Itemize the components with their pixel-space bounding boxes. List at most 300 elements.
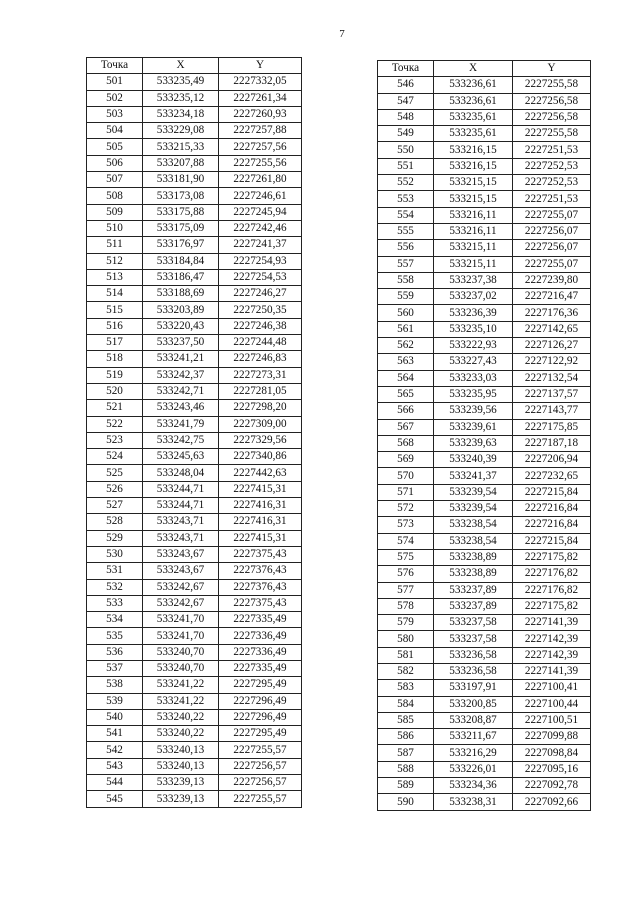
table-row — [378, 582, 591, 598]
cell-y: 2227216,84 — [513, 517, 591, 533]
cell-point: 575 — [378, 549, 434, 565]
cell-point: 515 — [87, 302, 143, 318]
cell-y: 2227256,07 — [513, 223, 591, 239]
cell-y: 2227281,05 — [219, 383, 302, 399]
table-row — [378, 175, 591, 191]
table-row — [87, 220, 302, 236]
cell-point: 589 — [378, 778, 434, 794]
table-row — [378, 321, 591, 337]
cell-y: 2227098,84 — [513, 745, 591, 761]
cell-x: 533244,71 — [143, 481, 219, 497]
cell-y: 2227335,49 — [219, 660, 302, 676]
cell-y: 2227255,58 — [513, 126, 591, 142]
cell-x: 533216,15 — [434, 158, 513, 174]
table-row — [87, 481, 302, 497]
cell-point: 532 — [87, 579, 143, 595]
table-row — [378, 468, 591, 484]
cell-point: 571 — [378, 484, 434, 500]
cell-y: 2227257,88 — [219, 123, 302, 139]
cell-point: 508 — [87, 188, 143, 204]
cell-x: 533238,54 — [434, 533, 513, 549]
cell-x: 533216,15 — [434, 142, 513, 158]
cell-point: 503 — [87, 106, 143, 122]
table-header-row — [378, 61, 591, 77]
cell-y: 2227176,82 — [513, 566, 591, 582]
cell-y: 2227142,39 — [513, 647, 591, 663]
cell-x: 533175,88 — [143, 204, 219, 220]
cell-y: 2227252,53 — [513, 175, 591, 191]
table-row — [87, 351, 302, 367]
cell-point: 512 — [87, 253, 143, 269]
cell-y: 2227332,05 — [219, 74, 302, 90]
cell-x: 533235,61 — [434, 126, 513, 142]
cell-y: 2227246,61 — [219, 188, 302, 204]
cell-x: 533248,04 — [143, 465, 219, 481]
table-row — [378, 484, 591, 500]
cell-y: 2227255,57 — [219, 791, 302, 807]
cell-y: 2227099,88 — [513, 729, 591, 745]
table-row — [378, 289, 591, 305]
table-row — [378, 647, 591, 663]
cell-y: 2227296,49 — [219, 709, 302, 725]
cell-x: 533242,37 — [143, 367, 219, 383]
cell-y: 2227187,18 — [513, 435, 591, 451]
cell-y: 2227375,43 — [219, 595, 302, 611]
table-row — [378, 370, 591, 386]
cell-y: 2227175,82 — [513, 598, 591, 614]
cell-x: 533237,50 — [143, 335, 219, 351]
cell-point: 553 — [378, 191, 434, 207]
table-row — [87, 139, 302, 155]
cell-y: 2227340,86 — [219, 449, 302, 465]
cell-x: 533243,67 — [143, 563, 219, 579]
cell-x: 533243,67 — [143, 546, 219, 562]
column-header-point: Точка — [378, 61, 434, 77]
cell-x: 533236,61 — [434, 93, 513, 109]
cell-point: 567 — [378, 419, 434, 435]
cell-y: 2227142,65 — [513, 321, 591, 337]
cell-x: 533240,13 — [143, 742, 219, 758]
column-header-y: Y — [219, 58, 302, 74]
cell-point: 586 — [378, 729, 434, 745]
cell-x: 533222,93 — [434, 338, 513, 354]
table-row — [378, 207, 591, 223]
cell-x: 533235,49 — [143, 74, 219, 90]
table-row — [87, 400, 302, 416]
cell-y: 2227295,49 — [219, 677, 302, 693]
cell-point: 524 — [87, 449, 143, 465]
cell-x: 533241,21 — [143, 351, 219, 367]
cell-x: 533237,58 — [434, 615, 513, 631]
cell-point: 506 — [87, 155, 143, 171]
cell-x: 533237,89 — [434, 582, 513, 598]
table-row — [378, 93, 591, 109]
cell-y: 2227416,31 — [219, 498, 302, 514]
cell-point: 502 — [87, 90, 143, 106]
cell-x: 533238,89 — [434, 566, 513, 582]
table-row — [378, 680, 591, 696]
cell-point: 582 — [378, 663, 434, 679]
cell-x: 533227,43 — [434, 354, 513, 370]
cell-y: 2227261,34 — [219, 90, 302, 106]
table-row — [87, 563, 302, 579]
table-row — [378, 452, 591, 468]
cell-x: 533238,31 — [434, 794, 513, 810]
column-header-point: Точка — [87, 58, 143, 74]
cell-x: 533173,08 — [143, 188, 219, 204]
cell-point: 541 — [87, 726, 143, 742]
table-row — [378, 77, 591, 93]
cell-y: 2227415,31 — [219, 530, 302, 546]
table-row — [378, 435, 591, 451]
table-row — [87, 677, 302, 693]
cell-x: 533237,38 — [434, 272, 513, 288]
cell-x: 533240,22 — [143, 726, 219, 742]
table-row — [87, 74, 302, 90]
cell-x: 533239,54 — [434, 484, 513, 500]
cell-y: 2227260,93 — [219, 106, 302, 122]
cell-point: 530 — [87, 546, 143, 562]
cell-x: 533240,13 — [143, 758, 219, 774]
cell-y: 2227216,84 — [513, 501, 591, 517]
table-row — [87, 188, 302, 204]
table-row — [378, 240, 591, 256]
cell-x: 533239,54 — [434, 501, 513, 517]
cell-y: 2227257,56 — [219, 139, 302, 155]
cell-x: 533242,67 — [143, 579, 219, 595]
cell-point: 514 — [87, 286, 143, 302]
cell-point: 536 — [87, 644, 143, 660]
cell-y: 2227255,56 — [219, 155, 302, 171]
cell-y: 2227246,27 — [219, 286, 302, 302]
cell-y: 2227295,49 — [219, 726, 302, 742]
cell-y: 2227122,92 — [513, 354, 591, 370]
cell-y: 2227132,54 — [513, 370, 591, 386]
cell-x: 533237,02 — [434, 289, 513, 305]
cell-y: 2227239,80 — [513, 272, 591, 288]
cell-y: 2227092,78 — [513, 778, 591, 794]
table-row — [87, 628, 302, 644]
cell-x: 533242,71 — [143, 383, 219, 399]
cell-x: 533181,90 — [143, 172, 219, 188]
cell-point: 540 — [87, 709, 143, 725]
cell-point: 526 — [87, 481, 143, 497]
cell-x: 533243,46 — [143, 400, 219, 416]
cell-x: 533215,33 — [143, 139, 219, 155]
cell-point: 572 — [378, 501, 434, 517]
cell-x: 533215,11 — [434, 240, 513, 256]
column-header-y: Y — [513, 61, 591, 77]
cell-point: 559 — [378, 289, 434, 305]
table-row — [378, 549, 591, 565]
cell-point: 587 — [378, 745, 434, 761]
cell-x: 533207,88 — [143, 155, 219, 171]
table-row — [378, 533, 591, 549]
cell-point: 513 — [87, 269, 143, 285]
table-row — [87, 530, 302, 546]
cell-x: 533241,70 — [143, 612, 219, 628]
cell-point: 525 — [87, 465, 143, 481]
table-row — [87, 286, 302, 302]
cell-x: 533242,67 — [143, 595, 219, 611]
cell-y: 2227336,49 — [219, 644, 302, 660]
cell-x: 533239,63 — [434, 435, 513, 451]
cell-y: 2227142,39 — [513, 631, 591, 647]
cell-y: 2227256,58 — [513, 93, 591, 109]
cell-x: 533244,71 — [143, 498, 219, 514]
table-row — [378, 615, 591, 631]
cell-x: 533229,08 — [143, 123, 219, 139]
cell-y: 2227256,07 — [513, 240, 591, 256]
cell-x: 533235,12 — [143, 90, 219, 106]
cell-point: 590 — [378, 794, 434, 810]
cell-x: 533226,01 — [434, 761, 513, 777]
cell-x: 533236,58 — [434, 647, 513, 663]
cell-point: 538 — [87, 677, 143, 693]
cell-x: 533235,95 — [434, 386, 513, 402]
cell-point: 544 — [87, 775, 143, 791]
cell-point: 527 — [87, 498, 143, 514]
table-row — [87, 204, 302, 220]
cell-x: 533240,39 — [434, 452, 513, 468]
cell-point: 570 — [378, 468, 434, 484]
cell-y: 2227141,39 — [513, 663, 591, 679]
cell-y: 2227095,16 — [513, 761, 591, 777]
cell-y: 2227255,07 — [513, 256, 591, 272]
cell-y: 2227176,36 — [513, 305, 591, 321]
table-row — [87, 302, 302, 318]
table-row — [378, 403, 591, 419]
cell-point: 517 — [87, 335, 143, 351]
cell-x: 533242,75 — [143, 432, 219, 448]
cell-y: 2227256,58 — [513, 109, 591, 125]
cell-y: 2227252,53 — [513, 158, 591, 174]
cell-x: 533203,89 — [143, 302, 219, 318]
cell-x: 533239,61 — [434, 419, 513, 435]
cell-x: 533235,61 — [434, 109, 513, 125]
table-row — [378, 696, 591, 712]
cell-y: 2227335,49 — [219, 612, 302, 628]
cell-point: 535 — [87, 628, 143, 644]
cell-y: 2227255,58 — [513, 77, 591, 93]
cell-point: 505 — [87, 139, 143, 155]
cell-y: 2227336,49 — [219, 628, 302, 644]
cell-point: 558 — [378, 272, 434, 288]
table-row — [87, 758, 302, 774]
cell-y: 2227251,53 — [513, 191, 591, 207]
cell-point: 554 — [378, 207, 434, 223]
cell-x: 533238,89 — [434, 549, 513, 565]
cell-x: 533241,37 — [434, 468, 513, 484]
table-row — [378, 256, 591, 272]
cell-point: 560 — [378, 305, 434, 321]
table-row — [87, 791, 302, 807]
cell-x: 533240,70 — [143, 660, 219, 676]
cell-point: 584 — [378, 696, 434, 712]
cell-x: 533241,22 — [143, 677, 219, 693]
cell-x: 533184,84 — [143, 253, 219, 269]
cell-point: 579 — [378, 615, 434, 631]
table-row — [378, 712, 591, 728]
cell-point: 566 — [378, 403, 434, 419]
cell-x: 533245,63 — [143, 449, 219, 465]
table-row — [378, 419, 591, 435]
cell-x: 533197,91 — [434, 680, 513, 696]
table-row — [87, 660, 302, 676]
cell-y: 2227215,84 — [513, 484, 591, 500]
cell-point: 573 — [378, 517, 434, 533]
table-row — [378, 501, 591, 517]
table-header-row — [87, 58, 302, 74]
table-body-left — [87, 74, 302, 807]
cell-point: 542 — [87, 742, 143, 758]
cell-y: 2227176,82 — [513, 582, 591, 598]
cell-point: 504 — [87, 123, 143, 139]
cell-point: 569 — [378, 452, 434, 468]
cell-point: 545 — [87, 791, 143, 807]
table-row — [378, 272, 591, 288]
cell-y: 2227216,47 — [513, 289, 591, 305]
cell-point: 537 — [87, 660, 143, 676]
cell-x: 533186,47 — [143, 269, 219, 285]
table-row — [378, 778, 591, 794]
cell-x: 533216,11 — [434, 223, 513, 239]
cell-y: 2227256,57 — [219, 775, 302, 791]
cell-y: 2227232,65 — [513, 468, 591, 484]
cell-x: 533240,70 — [143, 644, 219, 660]
table-row — [87, 595, 302, 611]
cell-y: 2227175,85 — [513, 419, 591, 435]
cell-point: 529 — [87, 530, 143, 546]
cell-point: 522 — [87, 416, 143, 432]
table-row — [87, 253, 302, 269]
table-row — [87, 318, 302, 334]
cell-x: 533208,87 — [434, 712, 513, 728]
cell-x: 533239,13 — [143, 775, 219, 791]
cell-point: 518 — [87, 351, 143, 367]
cell-y: 2227309,00 — [219, 416, 302, 432]
cell-x: 533215,15 — [434, 191, 513, 207]
coordinates-table-right — [377, 60, 591, 811]
cell-x: 533220,43 — [143, 318, 219, 334]
cell-x: 533188,69 — [143, 286, 219, 302]
table-row — [87, 237, 302, 253]
table-row — [87, 498, 302, 514]
cell-y: 2227442,63 — [219, 465, 302, 481]
cell-y: 2227415,31 — [219, 481, 302, 497]
table-row — [378, 191, 591, 207]
cell-point: 550 — [378, 142, 434, 158]
cell-point: 510 — [87, 220, 143, 236]
table-row — [87, 546, 302, 562]
table-row — [378, 126, 591, 142]
cell-y: 2227100,41 — [513, 680, 591, 696]
cell-point: 543 — [87, 758, 143, 774]
cell-x: 533237,58 — [434, 631, 513, 647]
coordinates-table-left — [86, 57, 302, 808]
cell-x: 533239,13 — [143, 791, 219, 807]
table-row — [378, 158, 591, 174]
cell-y: 2227242,46 — [219, 220, 302, 236]
cell-y: 2227376,43 — [219, 563, 302, 579]
cell-point: 528 — [87, 514, 143, 530]
cell-point: 519 — [87, 367, 143, 383]
cell-x: 533200,85 — [434, 696, 513, 712]
cell-point: 539 — [87, 693, 143, 709]
cell-point: 501 — [87, 74, 143, 90]
cell-point: 577 — [378, 582, 434, 598]
table-row — [378, 517, 591, 533]
cell-y: 2227215,84 — [513, 533, 591, 549]
table-row — [87, 106, 302, 122]
cell-y: 2227298,20 — [219, 400, 302, 416]
cell-y: 2227206,94 — [513, 452, 591, 468]
cell-point: 565 — [378, 386, 434, 402]
cell-x: 533243,71 — [143, 530, 219, 546]
cell-y: 2227256,57 — [219, 758, 302, 774]
cell-y: 2227296,49 — [219, 693, 302, 709]
cell-x: 533237,89 — [434, 598, 513, 614]
cell-point: 568 — [378, 435, 434, 451]
table-row — [87, 123, 302, 139]
cell-x: 533211,67 — [434, 729, 513, 745]
cell-y: 2227100,51 — [513, 712, 591, 728]
table-row — [87, 775, 302, 791]
table-row — [87, 383, 302, 399]
cell-point: 507 — [87, 172, 143, 188]
table-row — [87, 644, 302, 660]
cell-x: 533239,56 — [434, 403, 513, 419]
table-row — [87, 726, 302, 742]
column-header-x: X — [434, 61, 513, 77]
table-row — [378, 761, 591, 777]
cell-point: 583 — [378, 680, 434, 696]
table-row — [87, 335, 302, 351]
cell-point: 534 — [87, 612, 143, 628]
cell-x: 533240,22 — [143, 709, 219, 725]
cell-y: 2227246,83 — [219, 351, 302, 367]
cell-point: 533 — [87, 595, 143, 611]
table-row — [87, 367, 302, 383]
cell-y: 2227254,53 — [219, 269, 302, 285]
cell-point: 547 — [378, 93, 434, 109]
table-row — [87, 709, 302, 725]
cell-x: 533175,09 — [143, 220, 219, 236]
table-row — [378, 745, 591, 761]
cell-y: 2227416,31 — [219, 514, 302, 530]
table-row — [378, 729, 591, 745]
table-row — [378, 338, 591, 354]
table-row — [378, 142, 591, 158]
cell-x: 533176,97 — [143, 237, 219, 253]
table-row — [378, 109, 591, 125]
cell-x: 533236,39 — [434, 305, 513, 321]
table-row — [87, 742, 302, 758]
cell-point: 581 — [378, 647, 434, 663]
table-row — [87, 432, 302, 448]
cell-x: 533243,71 — [143, 514, 219, 530]
table-row — [378, 598, 591, 614]
table-row — [87, 155, 302, 171]
cell-y: 2227246,38 — [219, 318, 302, 334]
cell-point: 523 — [87, 432, 143, 448]
cell-point: 557 — [378, 256, 434, 272]
table-row — [87, 416, 302, 432]
cell-y: 2227261,80 — [219, 172, 302, 188]
cell-point: 509 — [87, 204, 143, 220]
table-row — [378, 223, 591, 239]
table-row — [378, 354, 591, 370]
